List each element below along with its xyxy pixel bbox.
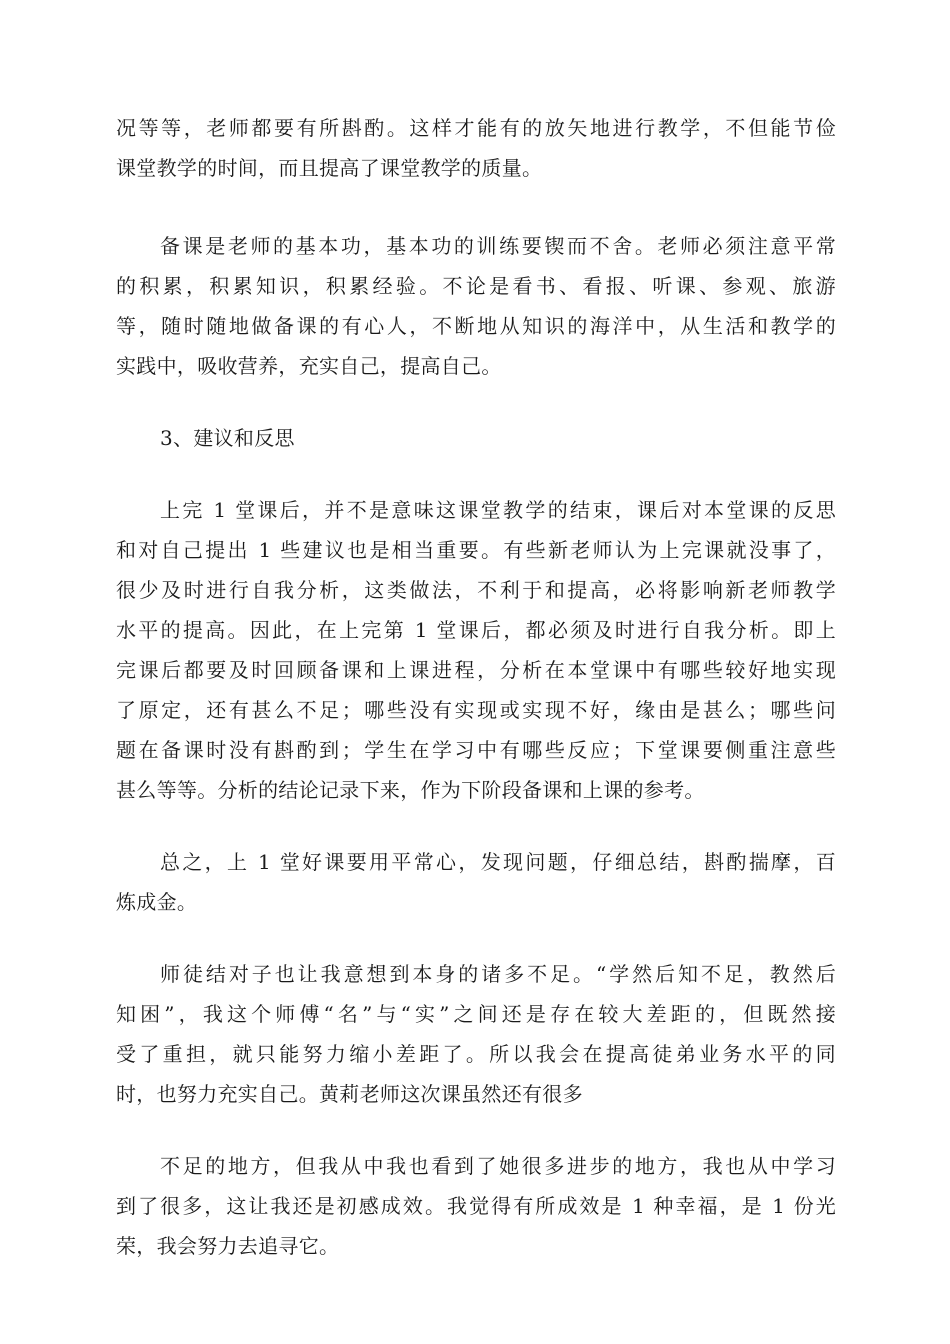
text-line: 知困”，我这个师傅“名”与“实”之间还是存在较大差距的，但既然接 — [116, 1002, 836, 1026]
paragraph-reflection — [116, 490, 836, 810]
text-line: 的积累，积累知识，积累经验。不论是看书、看报、听课、参观、旅游 — [116, 274, 836, 298]
paragraph-mentorship — [116, 954, 836, 1114]
text-line: 备课是老师的基本功，基本功的训练要锲而不舍。老师必须注意平常 — [160, 234, 836, 258]
paragraph-continuation — [116, 108, 836, 188]
paragraph-summary — [116, 842, 836, 922]
text-line: 等，随时随地做备课的有心人，不断地从知识的海洋中，从生活和教学的 — [116, 314, 836, 338]
text-line: 完课后都要及时回顾备课和上课进程，分析在本堂课中有哪些较好地实现 — [116, 658, 836, 682]
text-line: 水平的提高。因此，在上完第 1 堂课后，都必须及时进行自我分析。即上 — [116, 618, 836, 642]
text-line: 受了重担，就只能努力缩小差距了。所以我会在提高徒弟业务水平的同 — [116, 1042, 836, 1066]
text-line: 师徒结对子也让我意想到本身的诸多不足。“学然后知不足，教然后 — [160, 962, 836, 986]
heading-text: 3、建议和反思 — [160, 426, 295, 450]
text-line: 课堂教学的时间，而且提高了课堂教学的质量。 — [116, 156, 543, 180]
paragraph-closing — [116, 1146, 836, 1266]
text-line: 了原定，还有甚么不足；哪些没有实现或实现不好，缘由是甚么；哪些问 — [116, 698, 836, 722]
text-line: 总之，上 1 堂好课要用平常心，发现问题，仔细总结，斟酌揣摩，百 — [160, 850, 836, 874]
text-line: 实践中，吸收营养，充实自己，提高自己。 — [116, 354, 502, 378]
text-line: 甚么等等。分析的结论记录下来，作为下阶段备课和上课的参考。 — [116, 778, 705, 802]
text-line: 时，也努力充实自己。黄莉老师这次课虽然还有很多 — [116, 1082, 583, 1106]
text-line: 到了很多，这让我还是初感成效。我觉得有所成效是 1 种幸福，是 1 份光 — [116, 1194, 836, 1218]
text-line: 题在备课时没有斟酌到；学生在学习中有哪些反应；下堂课要侧重注意些 — [116, 738, 836, 762]
text-line: 不足的地方，但我从中我也看到了她很多进步的地方，我也从中学习 — [160, 1154, 836, 1178]
text-line: 况等等，老师都要有所斟酌。这样才能有的放矢地进行教学，不但能节俭 — [116, 116, 836, 140]
text-line: 炼成金。 — [116, 890, 198, 914]
text-line: 荣，我会努力去追寻它。 — [116, 1234, 340, 1258]
paragraph-lesson-preparation — [116, 226, 836, 386]
text-line: 上完 1 堂课后，并不是意味这课堂教学的结束，课后对本堂课的反思 — [160, 498, 836, 522]
text-line: 和对自己提出 1 些建议也是相当重要。有些新老师认为上完课就没事了， — [116, 538, 836, 562]
document-body — [116, 108, 836, 1266]
text-line: 很少及时进行自我分析，这类做法，不利于和提高，必将影响新老师教学 — [116, 578, 836, 602]
section-heading — [116, 418, 836, 458]
